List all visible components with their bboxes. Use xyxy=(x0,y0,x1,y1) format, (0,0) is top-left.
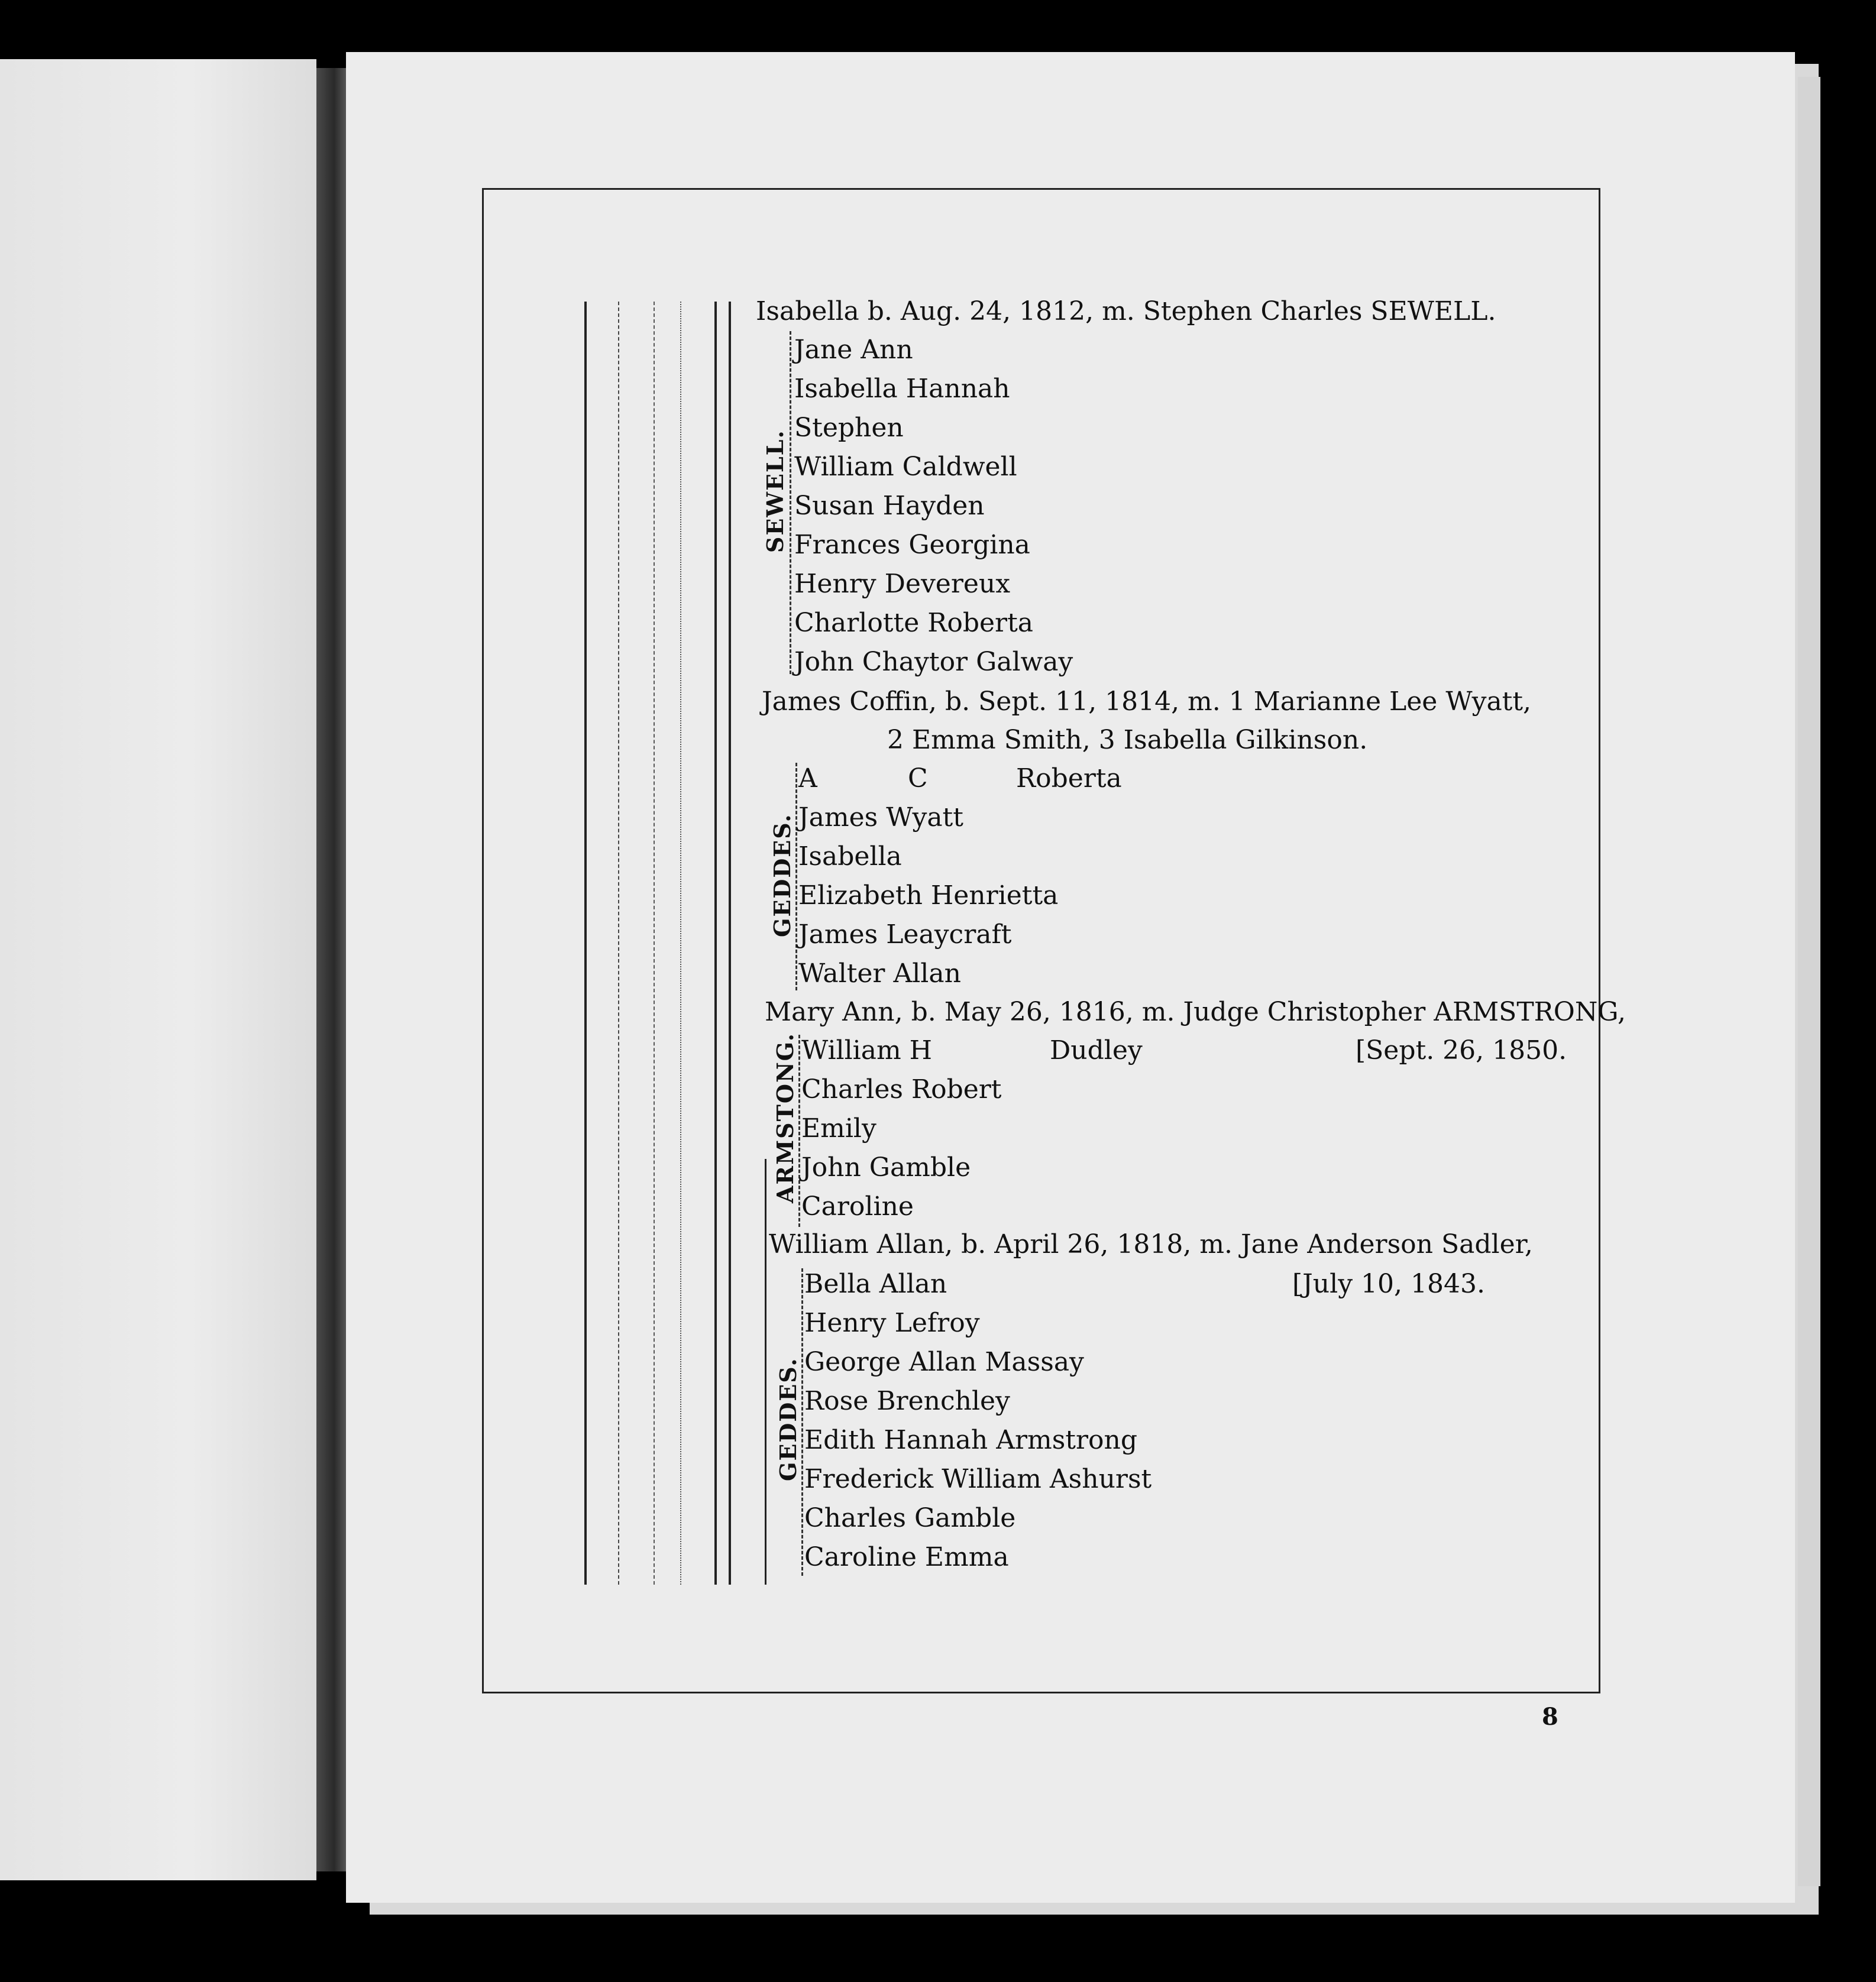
child-name: Jane Ann xyxy=(794,335,913,365)
genealogy-rule-2 xyxy=(618,302,619,1585)
child-name: Caroline xyxy=(801,1191,914,1222)
family-label-geddes-2: GEDDES. xyxy=(775,1357,801,1481)
child-name: Roberta xyxy=(1016,763,1122,794)
child-name: Isabella xyxy=(798,841,902,872)
entry-mary: Mary Ann, b. May 26, 1816, m. Judge Christopher ARMSTRONG, xyxy=(765,997,1626,1027)
child-name: Susan Hayden xyxy=(794,491,985,521)
family-label-armstrong: ARMSTONG. xyxy=(772,1032,798,1203)
child-name: Charlotte Roberta xyxy=(794,608,1033,638)
entry-william: William Allan, b. April 26, 1818, m. Jane Anderson Sadler, xyxy=(769,1229,1533,1259)
child-name: John Chaytor Galway xyxy=(794,647,1073,677)
child-name: C xyxy=(908,763,928,794)
marriage-date: [Sept. 26, 1850. xyxy=(1356,1035,1567,1066)
family-label-sewell: SEWELL. xyxy=(762,429,788,553)
entry-james: James Coffin, b. Sept. 11, 1814, m. 1 Marianne Lee Wyatt, xyxy=(762,686,1532,717)
child-name: William H xyxy=(801,1035,933,1066)
brace-geddes-2 xyxy=(801,1268,803,1576)
child-name: Caroline Emma xyxy=(804,1542,1009,1572)
genealogy-rule-3 xyxy=(654,302,655,1585)
child-name: Isabella Hannah xyxy=(794,374,1010,404)
child-name: James Wyatt xyxy=(798,802,963,833)
child-name: A xyxy=(798,763,817,794)
genealogy-rule-1 xyxy=(584,302,587,1585)
left-page xyxy=(0,59,316,1880)
genealogy-rule-5 xyxy=(714,302,717,1585)
child-name: Charles Robert xyxy=(801,1074,1002,1105)
brace-armstrong xyxy=(798,1035,800,1227)
child-name: Henry Lefroy xyxy=(804,1308,980,1338)
genealogy-rule-6 xyxy=(729,302,731,1585)
child-name: Frederick William Ashurst xyxy=(804,1464,1152,1494)
child-name: Charles Gamble xyxy=(804,1503,1016,1533)
child-name: Walter Allan xyxy=(798,958,961,989)
child-name: Bella Allan xyxy=(804,1269,947,1299)
child-name: Henry Devereux xyxy=(794,569,1011,599)
child-name: Elizabeth Henrietta xyxy=(798,880,1059,911)
child-name: Emily xyxy=(801,1113,876,1144)
genealogy-rule-7 xyxy=(765,1159,766,1585)
child-name: Stephen xyxy=(794,413,904,443)
child-name: Frances Georgina xyxy=(794,530,1030,560)
child-name: Rose Brenchley xyxy=(804,1386,1010,1416)
entry-james-cont: 2 Emma Smith, 3 Isabella Gilkinson. xyxy=(887,725,1368,755)
brace-sewell xyxy=(790,331,791,674)
page-edge xyxy=(1798,77,1820,1886)
genealogy-rule-4 xyxy=(680,302,681,1585)
family-label-geddes-1: GEDDES. xyxy=(769,813,795,937)
child-name: Edith Hannah Armstrong xyxy=(804,1425,1138,1455)
brace-geddes-1 xyxy=(795,763,797,990)
entry-isabella: Isabella b. Aug. 24, 1812, m. Stephen Charles SEWELL. xyxy=(756,296,1496,326)
child-name: Dudley xyxy=(1050,1035,1143,1066)
page-number: 8 xyxy=(1542,1703,1558,1731)
marriage-date: [July 10, 1843. xyxy=(1292,1269,1485,1299)
child-name: John Gamble xyxy=(801,1152,971,1183)
book-spine xyxy=(316,68,346,1871)
child-name: William Caldwell xyxy=(794,452,1017,482)
child-name: James Leaycraft xyxy=(798,919,1012,950)
child-name: George Allan Massay xyxy=(804,1347,1084,1377)
